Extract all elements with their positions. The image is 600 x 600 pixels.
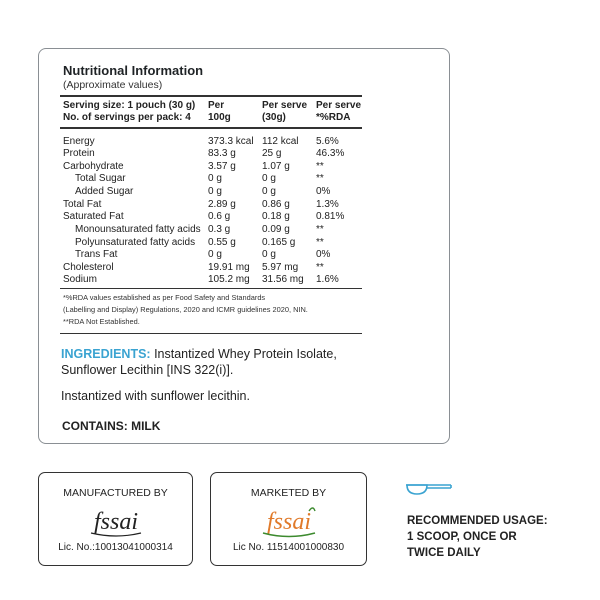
perserve-value: 0.18 g [262, 211, 290, 222]
rda-value: ** [316, 262, 324, 273]
perserve-header-unit: (30g) [262, 112, 286, 123]
per100-value: 3.57 g [208, 161, 236, 172]
nutrient-name: Total Fat [63, 199, 102, 210]
manufacturer-license: Lic. No.:10013041000314 [58, 542, 173, 553]
table-bottom-rule [60, 333, 362, 334]
per100-value: 0.55 g [208, 237, 236, 248]
rda-value: 5.6% [316, 136, 339, 147]
serving-size-header: Serving size: 1 pouch (30 g) [63, 100, 196, 111]
per100-value: 0.3 g [208, 224, 231, 235]
marketer-box [210, 472, 367, 566]
nutrient-name: Protein [63, 148, 95, 159]
rda-value: 0% [316, 186, 331, 197]
per100-value: 0 g [208, 249, 222, 260]
header-rule [60, 127, 362, 129]
per100-value: 83.3 g [208, 148, 236, 159]
perserve-value: 0 g [262, 173, 276, 184]
perserve-value: 0 g [262, 249, 276, 260]
rda-value: ** [316, 173, 324, 184]
perserve-value: 5.97 mg [262, 262, 299, 273]
nutrient-name: Monounsaturated fatty acids [75, 224, 201, 235]
per100-value: 19.91 mg [208, 262, 250, 273]
nutrient-name: Energy [63, 136, 95, 147]
nutrient-name: Saturated Fat [63, 211, 124, 222]
fssai-color-logo-text: fssai [266, 509, 311, 535]
rda-value: 0% [316, 249, 331, 260]
marketer-license: Lic No. 11514001000830 [232, 542, 345, 553]
ingredients-line-2: Sunflower Lecithin [INS 322(i)]. [61, 363, 234, 377]
fssai-color-logo [211, 503, 366, 546]
manufacturer-heading: MANUFACTURED BY [63, 487, 168, 499]
nutrient-name: Cholesterol [63, 262, 114, 273]
perserve-value: 0.86 g [262, 199, 290, 210]
rda-value: 1.3% [316, 199, 339, 210]
scoop-icon [405, 478, 453, 503]
perserve-value: 25 g [262, 148, 282, 159]
perserve-value: 1.07 g [262, 161, 290, 172]
perserve-value: 112 kcal [262, 136, 299, 147]
nutrient-name: Total Sugar [75, 173, 126, 184]
per100-value: 0 g [208, 173, 222, 184]
nutrient-name: Added Sugar [75, 186, 134, 197]
rda-header: Per serve [316, 100, 362, 111]
rda-value: ** [316, 224, 324, 235]
perserve-value: 0 g [262, 186, 276, 197]
nutrient-name: Carbohydrate [63, 161, 124, 172]
rda-value: 46.3% [316, 148, 345, 159]
nutrient-name: Sodium [63, 274, 97, 285]
usage-line-3: TWICE DAILY [407, 547, 481, 559]
fssai-logo-text: fssai [93, 509, 138, 535]
nutrition-subtitle: (Approximate values) [63, 79, 163, 91]
rda-header-unit: *%RDA [316, 112, 351, 123]
per100-header: Per [208, 100, 225, 111]
ingredients-note: Instantized with sunflower lecithin. [61, 389, 250, 403]
perserve-header: Per serve [262, 100, 308, 111]
per100-value: 0.6 g [208, 211, 231, 222]
rda-value: ** [316, 161, 324, 172]
ingredients-label: INGREDIENTS: [61, 347, 151, 361]
manufacturer-box [38, 472, 193, 566]
footnote-rda-1: *%RDA values established as per Food Safety and Standards [63, 293, 266, 302]
ingredients-line-1 [61, 347, 337, 361]
perserve-value: 31.56 mg [262, 274, 304, 285]
nutrient-name: Polyunsaturated fatty acids [75, 237, 196, 248]
fssai-logo [39, 503, 192, 546]
marketer-heading: MARKETED BY [250, 487, 327, 499]
rda-value: ** [316, 237, 324, 248]
per100-header-unit: 100g [208, 112, 231, 123]
per100-value: 0 g [208, 186, 222, 197]
per100-value: 105.2 mg [208, 274, 250, 285]
rda-value: 0.81% [316, 211, 345, 222]
usage-line-1: RECOMMENDED USAGE: [407, 515, 548, 527]
ingredients-text-1: Instantized Whey Protein Isolate, [150, 347, 337, 361]
servings-per-pack-header: No. of servings per pack: 4 [63, 112, 191, 123]
perserve-value: 0.09 g [262, 224, 290, 235]
per100-value: 2.89 g [208, 199, 236, 210]
per100-value: 373.3 kcal [208, 136, 254, 147]
nutrient-name: Trans Fat [75, 249, 118, 260]
nutrition-title: Nutritional Information [63, 63, 204, 78]
allergen-contains: CONTAINS: MILK [62, 419, 161, 433]
footnote-rda-3: **RDA Not Established. [63, 317, 140, 326]
usage-line-2: 1 SCOOP, ONCE OR [407, 531, 517, 543]
footnote-rda-2: (Labelling and Display) Regulations, 2020 and ICMR guidelines 2020, NIN. [63, 305, 308, 314]
perserve-value: 0.165 g [262, 237, 296, 248]
table-top-rule [60, 95, 362, 97]
rows-bottom-rule [60, 288, 362, 289]
rda-value: 1.6% [316, 274, 339, 285]
